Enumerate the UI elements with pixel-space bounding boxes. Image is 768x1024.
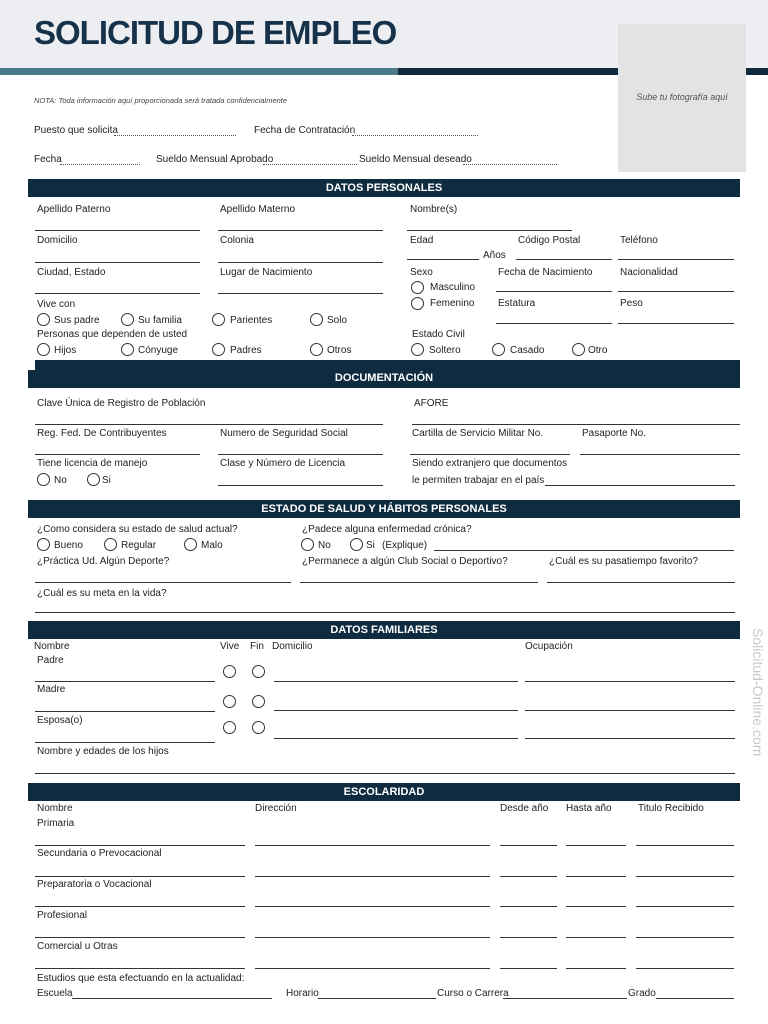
sus-padres-radio[interactable] — [37, 313, 50, 326]
clase-licencia-field[interactable] — [218, 485, 383, 486]
horario-field[interactable] — [318, 998, 436, 999]
sus-padres-label: Sus padre — [54, 315, 100, 326]
nombres-field[interactable] — [407, 230, 572, 231]
primaria-name-field[interactable] — [35, 845, 245, 846]
clase-licencia-label: Clase y Número de Licencia — [220, 458, 346, 469]
extranjero-field[interactable] — [545, 485, 735, 486]
estado-civil-label: Estado Civil — [412, 329, 465, 340]
accent-bar-teal — [0, 68, 398, 75]
puesto-field[interactable] — [114, 125, 236, 136]
malo-label: Malo — [201, 540, 223, 551]
edad-field[interactable] — [407, 259, 479, 260]
estatura-field[interactable] — [496, 323, 612, 324]
masculino-radio[interactable] — [411, 281, 424, 294]
comercial-titulo-field[interactable] — [636, 968, 734, 969]
telefono-label: Teléfono — [620, 235, 658, 246]
esc-hasta-header: Hasta año — [566, 803, 612, 814]
fam-vive-header: Vive — [220, 641, 240, 652]
secundaria-name-field[interactable] — [35, 876, 245, 877]
escuela-label: Escuela — [37, 988, 73, 999]
cartilla-field[interactable] — [410, 454, 570, 455]
hijos-edades-field[interactable] — [35, 773, 735, 774]
bueno-label: Bueno — [54, 540, 83, 551]
ciudad-field[interactable] — [35, 293, 200, 294]
photo-upload-label: Sube tu fotografía aquí — [636, 92, 728, 102]
preparatoria-hasta-field[interactable] — [566, 906, 626, 907]
otro-label: Otro — [588, 345, 608, 356]
apellido-paterno-label: Apellido Paterno — [37, 204, 111, 215]
cronica-si-radio[interactable] — [350, 538, 363, 551]
parientes-label: Parientes — [230, 315, 273, 326]
cronica-label: ¿Padece alguna enfermedad crónica? — [302, 524, 472, 535]
licencia-si-label: Si — [102, 475, 111, 486]
deporte-field[interactable] — [35, 582, 291, 583]
esposa-label: Esposa(o) — [37, 715, 83, 726]
pasatiempo-label: ¿Cuál es su pasatiempo favorito? — [549, 556, 698, 567]
esposa-name-field[interactable] — [35, 742, 215, 743]
regular-radio[interactable] — [104, 538, 117, 551]
padres-radio[interactable] — [212, 343, 225, 356]
horario-label: Horario — [286, 988, 319, 999]
cronica-si-label: Si — [366, 540, 375, 551]
casado-radio[interactable] — [492, 343, 505, 356]
profesional-direccion-field[interactable] — [255, 937, 490, 938]
comercial-desde-field[interactable] — [500, 968, 557, 969]
madre-domicilio-field[interactable] — [274, 710, 518, 711]
padre-label: Padre — [37, 655, 64, 666]
profesional-label: Profesional — [37, 910, 88, 921]
soltero-label: Soltero — [429, 345, 461, 356]
madre-fin-radio[interactable] — [252, 695, 265, 708]
section-notch — [28, 360, 35, 370]
estatura-label: Estatura — [498, 298, 536, 309]
escuela-field[interactable] — [72, 998, 272, 999]
padre-name-field[interactable] — [35, 681, 215, 682]
curso-field[interactable] — [503, 998, 627, 999]
dependientes-label: Personas que dependen de usted — [37, 329, 188, 340]
preparatoria-titulo-field[interactable] — [636, 906, 734, 907]
explique-field[interactable] — [434, 550, 734, 551]
profesional-titulo-field[interactable] — [636, 937, 734, 938]
parientes-radio[interactable] — [212, 313, 225, 326]
primaria-direccion-field[interactable] — [255, 845, 490, 846]
esc-titulo-header: Titulo Recibido — [638, 803, 704, 814]
comercial-direccion-field[interactable] — [255, 968, 490, 969]
primaria-titulo-field[interactable] — [636, 845, 734, 846]
rfc-label: Reg. Fed. De Contribuyentes — [37, 428, 167, 439]
afore-field[interactable] — [412, 424, 740, 425]
fecha-contratacion-label: Fecha de Contratación — [254, 125, 356, 136]
peso-field[interactable] — [618, 323, 734, 324]
fecha-nacimiento-label: Fecha de Nacimiento — [498, 267, 593, 278]
femenino-radio[interactable] — [411, 297, 424, 310]
section-header-salud: ESTADO DE SALUD Y HÁBITOS PERSONALES — [28, 500, 740, 518]
bueno-radio[interactable] — [37, 538, 50, 551]
pasaporte-label: Pasaporte No. — [582, 428, 646, 439]
secundaria-desde-field[interactable] — [500, 876, 557, 877]
secundaria-label: Secundaria o Prevocacional — [37, 848, 162, 859]
site-watermark: Solicitud-Online.com — [750, 628, 766, 757]
cronica-no-label: No — [318, 540, 331, 551]
codigo-postal-field[interactable] — [516, 259, 612, 260]
su-familia-label: Su familia — [138, 315, 182, 326]
section-header-documentacion: DOCUMENTACIÓN — [334, 372, 434, 384]
profesional-hasta-field[interactable] — [566, 937, 626, 938]
primaria-hasta-field[interactable] — [566, 845, 626, 846]
fam-nombre-header: Nombre — [34, 641, 70, 652]
sueldo-aprobado-field[interactable] — [263, 154, 357, 165]
apellido-materno-field[interactable] — [218, 230, 383, 231]
femenino-label: Femenino — [430, 298, 475, 309]
afore-label: AFORE — [414, 398, 449, 409]
madre-ocupacion-field[interactable] — [525, 710, 735, 711]
extranjero-label-2: le permiten trabajar en el país — [412, 475, 545, 486]
meta-field[interactable] — [35, 612, 735, 613]
ciudad-label: Ciudad, Estado — [37, 267, 106, 278]
club-label: ¿Permanece a algún Club Social o Deportivo? — [302, 556, 508, 567]
esposa-fin-radio[interactable] — [252, 721, 265, 734]
preparatoria-name-field[interactable] — [35, 906, 245, 907]
padre-vive-radio[interactable] — [223, 665, 236, 678]
masculino-label: Masculino — [430, 282, 476, 293]
edad-label: Edad — [410, 235, 434, 246]
solo-radio[interactable] — [310, 313, 323, 326]
madre-name-field[interactable] — [35, 711, 215, 712]
domicilio-label: Domicilio — [37, 235, 78, 246]
licencia-no-radio[interactable] — [37, 473, 50, 486]
soltero-radio[interactable] — [411, 343, 424, 356]
puesto-label: Puesto que solicita — [34, 125, 118, 136]
curp-field[interactable] — [35, 424, 383, 425]
fam-domicilio-header: Domicilio — [272, 641, 313, 652]
cronica-no-radio[interactable] — [301, 538, 314, 551]
pasatiempo-field[interactable] — [547, 582, 735, 583]
comercial-hasta-field[interactable] — [566, 968, 626, 969]
preparatoria-direccion-field[interactable] — [255, 906, 490, 907]
rfc-field[interactable] — [35, 454, 200, 455]
padre-domicilio-field[interactable] — [274, 681, 518, 682]
casado-label: Casado — [510, 345, 545, 356]
primaria-desde-field[interactable] — [500, 845, 557, 846]
nss-label: Numero de Seguridad Social — [220, 428, 348, 439]
deporte-label: ¿Práctica Ud. Algún Deporte? — [37, 556, 170, 567]
sexo-label: Sexo — [410, 267, 433, 278]
cartilla-label: Cartilla de Servicio Militar No. — [412, 428, 544, 439]
regular-label: Regular — [121, 540, 157, 551]
section-header-familiares: DATOS FAMILIARES — [28, 621, 740, 639]
confidential-note: NOTA: Toda información aquí proporcionada será tratada confidencialmente — [34, 96, 288, 105]
licencia-no-label: No — [54, 475, 67, 486]
madre-vive-radio[interactable] — [223, 695, 236, 708]
otros-radio[interactable] — [310, 343, 323, 356]
sueldo-deseado-label: Sueldo Mensual deseado — [359, 154, 472, 165]
preparatoria-label: Preparatoria o Vocacional — [37, 879, 152, 890]
su-familia-radio[interactable] — [121, 313, 134, 326]
otro-radio[interactable] — [572, 343, 585, 356]
grado-field[interactable] — [656, 998, 734, 999]
estado-salud-label: ¿Como considera su estado de salud actual? — [37, 524, 238, 535]
estudios-actuales-label: Estudios que esta efectuando en la actualidad: — [37, 973, 245, 984]
nss-field[interactable] — [218, 454, 383, 455]
section-header-escolaridad: ESCOLARIDAD — [28, 783, 740, 801]
colonia-field[interactable] — [218, 262, 383, 263]
photo-upload-box[interactable] — [618, 24, 746, 172]
esc-nombre-header: Nombre — [37, 803, 73, 814]
licencia-label: Tiene licencia de manejo — [37, 458, 148, 469]
explique-label: (Explique) — [382, 540, 428, 551]
grado-label: Grado — [628, 988, 656, 999]
esposa-ocupacion-field[interactable] — [525, 738, 735, 739]
conyuge-radio[interactable] — [121, 343, 134, 356]
fam-ocupacion-header: Ocupación — [525, 641, 573, 652]
solo-label: Solo — [327, 315, 348, 326]
apellido-paterno-field[interactable] — [35, 230, 200, 231]
esposa-vive-radio[interactable] — [223, 721, 236, 734]
fecha-nacimiento-field[interactable] — [496, 291, 612, 292]
lugar-nacimiento-field[interactable] — [218, 293, 383, 294]
fecha-field[interactable] — [60, 154, 140, 165]
nombres-label: Nombre(s) — [410, 204, 458, 215]
hijos-label: Hijos — [54, 345, 77, 356]
anos-label: Años — [483, 250, 506, 261]
telefono-field[interactable] — [618, 259, 734, 260]
section-header-personales: DATOS PERSONALES — [28, 179, 740, 197]
malo-radio[interactable] — [184, 538, 197, 551]
madre-label: Madre — [37, 684, 66, 695]
padre-fin-radio[interactable] — [252, 665, 265, 678]
pasaporte-field[interactable] — [580, 454, 740, 455]
secundaria-direccion-field[interactable] — [255, 876, 490, 877]
extranjero-label-1: Siendo extranjero que documentos — [412, 458, 568, 469]
hijos-edades-label: Nombre y edades de los hijos — [37, 746, 169, 757]
conyuge-label: Cónyuge — [138, 345, 179, 356]
peso-label: Peso — [620, 298, 643, 309]
comercial-label: Comercial u Otras — [37, 941, 118, 952]
sueldo-aprobado-label: Sueldo Mensual Aprobado — [156, 154, 274, 165]
hijos-radio[interactable] — [37, 343, 50, 356]
profesional-name-field[interactable] — [35, 937, 245, 938]
nacionalidad-field[interactable] — [618, 291, 734, 292]
club-field[interactable] — [300, 582, 538, 583]
secundaria-titulo-field[interactable] — [636, 876, 734, 877]
esc-desde-header: Desde año — [500, 803, 549, 814]
fecha-contratacion-field[interactable] — [352, 125, 478, 136]
fecha-label: Fecha — [34, 154, 62, 165]
page-title: SOLICITUD DE EMPLEO — [34, 14, 397, 51]
curso-label: Curso o Carrera — [437, 988, 509, 999]
comercial-name-field[interactable] — [35, 968, 245, 969]
fam-fin-header: Fin — [250, 641, 264, 652]
padres-label: Padres — [230, 345, 262, 356]
domicilio-field[interactable] — [35, 262, 200, 263]
apellido-materno-label: Apellido Materno — [220, 204, 296, 215]
colonia-label: Colonia — [220, 235, 254, 246]
curp-label: Clave Única de Registro de Población — [37, 398, 206, 409]
licencia-si-radio[interactable] — [87, 473, 100, 486]
padre-ocupacion-field[interactable] — [525, 681, 735, 682]
otros-label: Otros — [327, 345, 352, 356]
nacionalidad-label: Nacionalidad — [620, 267, 678, 278]
meta-label: ¿Cuál es su meta en la vida? — [37, 588, 167, 599]
sueldo-deseado-field[interactable] — [463, 154, 557, 165]
lugar-nacimiento-label: Lugar de Nacimiento — [220, 267, 313, 278]
secundaria-hasta-field[interactable] — [566, 876, 626, 877]
primaria-label: Primaria — [37, 818, 75, 829]
esc-direccion-header: Dirección — [255, 803, 297, 814]
esposa-domicilio-field[interactable] — [274, 738, 518, 739]
codigo-postal-label: Código Postal — [518, 235, 581, 246]
profesional-desde-field[interactable] — [500, 937, 557, 938]
preparatoria-desde-field[interactable] — [500, 906, 557, 907]
vive-con-label: Vive con — [37, 299, 76, 310]
